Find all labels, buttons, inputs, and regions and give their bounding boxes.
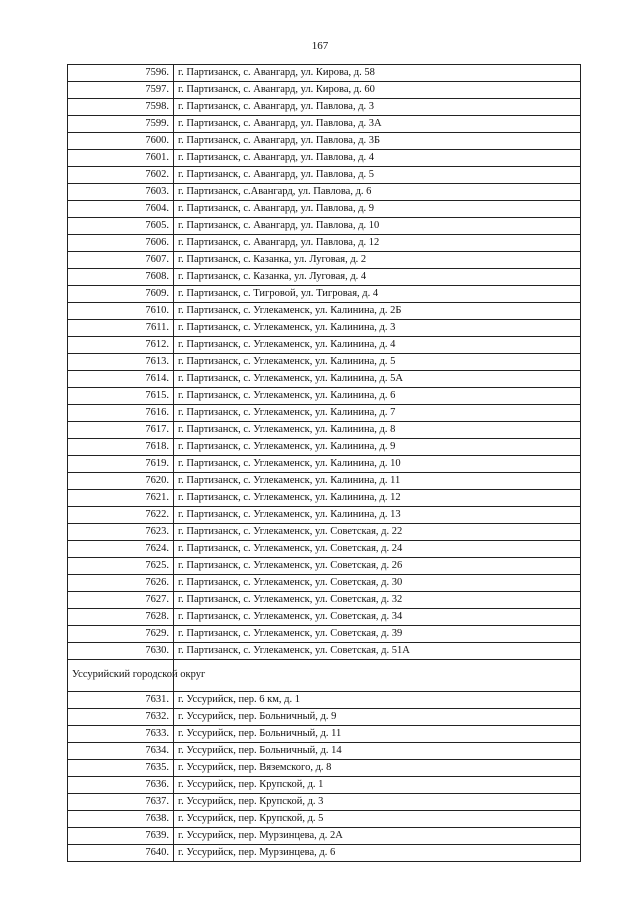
row-address: г. Уссурийск, пер. Мурзинцева, д. 6 [174,845,581,862]
row-address: г. Партизанск, с. Углекаменск, ул. Калинина, д. 11 [174,473,581,490]
row-number: 7611. [68,320,174,337]
table-row [68,286,581,303]
row-address: г. Партизанск, с. Углекаменск, ул. Советская, д. 39 [174,626,581,643]
table-row [68,201,581,218]
row-address: г. Партизанск, с. Авангард, ул. Кирова, д. 60 [174,82,581,99]
row-number: 7635. [68,760,174,777]
table-row [68,726,581,743]
table-row [68,794,581,811]
row-address: г. Партизанск, с. Углекаменск, ул. Советская, д. 24 [174,541,581,558]
row-number: 7613. [68,354,174,371]
table-row [68,82,581,99]
row-number: 7615. [68,388,174,405]
row-address: г. Партизанск, с. Углекаменск, ул. Калинина, д. 3 [174,320,581,337]
row-number: 7620. [68,473,174,490]
row-address: г. Уссурийск, пер. Мурзинцева, д. 2А [174,828,581,845]
row-number: 7633. [68,726,174,743]
section-header-row [68,660,581,692]
table-row [68,456,581,473]
table-row [68,65,581,82]
row-number: 7629. [68,626,174,643]
row-address: г. Уссурийск, пер. Больничный, д. 11 [174,726,581,743]
row-number: 7607. [68,252,174,269]
row-number: 7624. [68,541,174,558]
row-address: г. Партизанск, с. Углекаменск, ул. Советская, д. 51А [174,643,581,660]
registry-group-ussuriysk [68,692,581,862]
row-number: 7625. [68,558,174,575]
table-row [68,609,581,626]
table-row [68,626,581,643]
section-title: Уссурийский городской округ [68,660,174,692]
row-number: 7596. [68,65,174,82]
table-row [68,116,581,133]
row-address: г. Партизанск, с. Авангард, ул. Кирова, д. 58 [174,65,581,82]
table-row [68,99,581,116]
table-row [68,643,581,660]
table-row [68,422,581,439]
row-address: г. Партизанск, с.Авангард, ул. Павлова, д. 6 [174,184,581,201]
row-address: г. Партизанск, с. Углекаменск, ул. Калинина, д. 10 [174,456,581,473]
row-number: 7640. [68,845,174,862]
row-address: г. Партизанск, с. Авангард, ул. Павлова, д. 3Б [174,133,581,150]
table-row [68,558,581,575]
row-number: 7612. [68,337,174,354]
row-number: 7634. [68,743,174,760]
row-address: г. Партизанск, с. Углекаменск, ул. Советская, д. 26 [174,558,581,575]
row-number: 7608. [68,269,174,286]
row-address: г. Уссурийск, пер. Крупской, д. 5 [174,811,581,828]
row-number: 7600. [68,133,174,150]
row-address: г. Партизанск, с. Казанка, ул. Луговая, д. 4 [174,269,581,286]
row-number: 7597. [68,82,174,99]
table-row [68,709,581,726]
row-number: 7606. [68,235,174,252]
row-number: 7614. [68,371,174,388]
table-row [68,692,581,709]
row-address: г. Партизанск, с. Тигровой, ул. Тигровая, д. 4 [174,286,581,303]
row-number: 7630. [68,643,174,660]
row-number: 7599. [68,116,174,133]
table-row [68,133,581,150]
row-address: г. Партизанск, с. Углекаменск, ул. Советская, д. 34 [174,609,581,626]
table-row [68,507,581,524]
row-address: г. Партизанск, с. Авангард, ул. Павлова, д. 3 [174,99,581,116]
row-number: 7621. [68,490,174,507]
table-row [68,184,581,201]
table-row [68,828,581,845]
registry-group-partizansk [68,65,581,660]
row-number: 7617. [68,422,174,439]
row-number: 7636. [68,777,174,794]
row-address: г. Партизанск, с. Углекаменск, ул. Калинина, д. 4 [174,337,581,354]
table-row [68,388,581,405]
section-empty-cell [174,660,581,692]
row-number: 7632. [68,709,174,726]
row-number: 7619. [68,456,174,473]
registry-section [68,660,581,692]
row-number: 7609. [68,286,174,303]
table-row [68,811,581,828]
row-address: г. Уссурийск, пер. Крупской, д. 1 [174,777,581,794]
row-number: 7605. [68,218,174,235]
row-address: г. Партизанск, с. Авангард, ул. Павлова, д. 3А [174,116,581,133]
row-address: г. Партизанск, с. Углекаменск, ул. Калинина, д. 6 [174,388,581,405]
table-row [68,575,581,592]
row-address: г. Партизанск, с. Углекаменск, ул. Калинина, д. 5 [174,354,581,371]
table-row [68,320,581,337]
row-number: 7637. [68,794,174,811]
row-number: 7623. [68,524,174,541]
row-number: 7627. [68,592,174,609]
row-number: 7601. [68,150,174,167]
row-number: 7639. [68,828,174,845]
table-row [68,743,581,760]
row-address: г. Партизанск, с. Углекаменск, ул. Калинина, д. 12 [174,490,581,507]
table-row [68,167,581,184]
row-address: г. Уссурийск, пер. Крупской, д. 3 [174,794,581,811]
row-number: 7638. [68,811,174,828]
row-address: г. Партизанск, с. Углекаменск, ул. Советская, д. 32 [174,592,581,609]
row-number: 7603. [68,184,174,201]
row-address: г. Партизанск, с. Авангард, ул. Павлова, д. 5 [174,167,581,184]
table-row [68,354,581,371]
row-address: г. Партизанск, с. Углекаменск, ул. Калинина, д. 13 [174,507,581,524]
row-number: 7631. [68,692,174,709]
table-row [68,490,581,507]
table-row [68,439,581,456]
row-address: г. Партизанск, с. Углекаменск, ул. Калинина, д. 7 [174,405,581,422]
row-number: 7598. [68,99,174,116]
page-number: 167 [311,40,329,52]
table-row [68,337,581,354]
table-row [68,524,581,541]
table-row [68,303,581,320]
row-address: г. Партизанск, с. Углекаменск, ул. Советская, д. 30 [174,575,581,592]
table-row [68,371,581,388]
table-row [68,235,581,252]
row-address: г. Партизанск, с. Углекаменск, ул. Калинина, д. 8 [174,422,581,439]
row-number: 7628. [68,609,174,626]
row-number: 7610. [68,303,174,320]
row-address: г. Партизанск, с. Углекаменск, ул. Калинина, д. 9 [174,439,581,456]
table-row [68,252,581,269]
row-number: 7616. [68,405,174,422]
table-row [68,218,581,235]
table-row [68,845,581,862]
row-address: г. Уссурийск, пер. Больничный, д. 9 [174,709,581,726]
row-address: г. Партизанск, с. Авангард, ул. Павлова, д. 9 [174,201,581,218]
row-address: г. Партизанск, с. Казанка, ул. Луговая, д. 2 [174,252,581,269]
row-number: 7618. [68,439,174,456]
row-address: г. Уссурийск, пер. 6 км, д. 1 [174,692,581,709]
row-address: г. Партизанск, с. Углекаменск, ул. Калинина, д. 2Б [174,303,581,320]
address-registry-table [67,64,581,862]
table-row [68,592,581,609]
row-address: г. Партизанск, с. Авангард, ул. Павлова, д. 4 [174,150,581,167]
row-address: г. Партизанск, с. Авангард, ул. Павлова, д. 10 [174,218,581,235]
row-address: г. Уссурийск, пер. Вяземского, д. 8 [174,760,581,777]
row-address: г. Партизанск, с. Авангард, ул. Павлова, д. 12 [174,235,581,252]
row-address: г. Партизанск, с. Углекаменск, ул. Калинина, д. 5А [174,371,581,388]
table-row [68,473,581,490]
row-number: 7602. [68,167,174,184]
table-row [68,541,581,558]
table-row [68,777,581,794]
table-row [68,760,581,777]
row-number: 7626. [68,575,174,592]
table-row [68,150,581,167]
table-row [68,405,581,422]
row-number: 7622. [68,507,174,524]
table-row [68,269,581,286]
row-address: г. Партизанск, с. Углекаменск, ул. Советская, д. 22 [174,524,581,541]
row-number: 7604. [68,201,174,218]
row-address: г. Уссурийск, пер. Больничный, д. 14 [174,743,581,760]
